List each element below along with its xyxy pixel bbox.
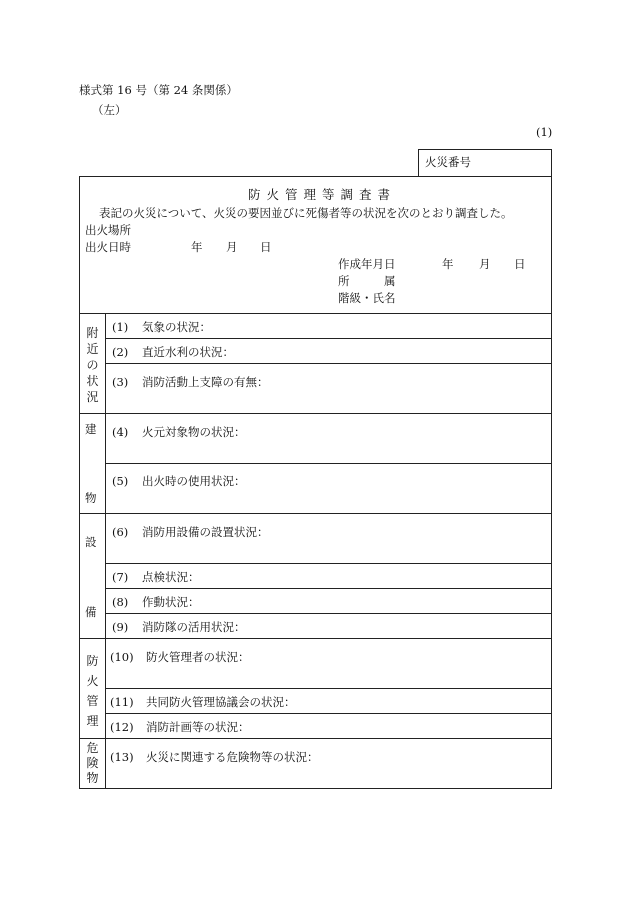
item-3: (3) 消防活動上支障の有無： [112,375,269,389]
item-12: (12) 消防計画等の状況： [110,720,250,734]
item-10: (10) 防火管理者の状況： [110,650,250,664]
created-month-label: 月 [479,257,491,271]
item-5: (5) 出火時の使用状況： [112,474,246,488]
section-building-label-1: 建 [85,422,97,436]
side-label: （左） [92,103,127,117]
section-building-label-2: 物 [85,491,97,505]
item-4: (4) 火元対象物の状況： [112,425,246,439]
created-date-label: 作成年月日 [338,257,396,271]
report-title: 防火管理等調査書 [248,187,397,202]
created-year-label: 年 [442,257,454,271]
fire-datetime-label: 出火日時 [85,240,131,254]
item-7: (7) 点検状況： [112,570,200,584]
item-9: (9) 消防隊の活用状況： [112,620,246,634]
section-hazardous-label: 危 険 物 [86,741,99,785]
page-number: (1) [536,125,553,139]
section-vicinity-label: 附 近 の 状 況 [86,326,99,404]
fire-location-label: 出火場所 [85,223,131,237]
created-day-label: 日 [514,257,526,271]
item-13: (13) 火災に関連する危険物等の状況： [110,750,319,764]
rank-name-label: 階級・氏名 [338,291,396,305]
affiliation-label-2: 属 [384,274,396,288]
fire-day-label: 日 [260,240,272,254]
section-equipment-label-1: 設 [85,535,97,549]
item-8: (8) 作動状況： [112,595,200,609]
section-fire-management-label: 防 火 管 理 [86,654,99,728]
fire-number-label: 火災番号 [425,155,471,169]
fire-month-label: 月 [226,240,238,254]
item-6: (6) 消防用設備の設置状況： [112,525,269,539]
report-intro: 表記の火災について、火災の要因並びに死傷者等の状況を次のとおり調査した。 [99,206,513,220]
fire-year-label: 年 [191,240,203,254]
item-11: (11) 共同防火管理協議会の状況： [110,695,296,709]
affiliation-label-1: 所 [338,274,350,288]
form-number: 様式第 16 号（第 24 条関係） [79,83,238,97]
item-1: (1) 気象の状況： [112,320,211,334]
item-2: (2) 直近水利の状況： [112,345,234,359]
section-equipment-label-2: 備 [85,605,97,619]
